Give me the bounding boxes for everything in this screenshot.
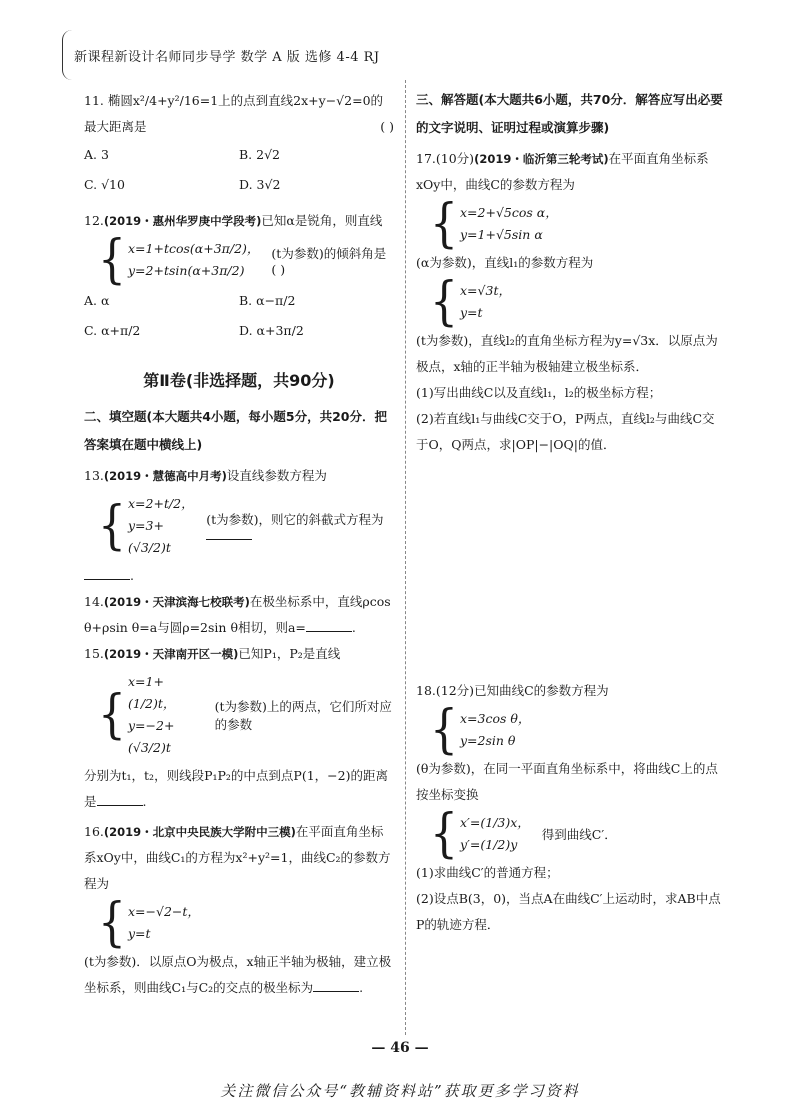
q13-answer-blank-cont[interactable] bbox=[84, 579, 130, 580]
q15-parametric-equation: { x=1+(1/2)t， y=−2+(√3/2)t (t为参数)上的两点，它们所对应的参数 bbox=[98, 674, 392, 755]
right-column bbox=[416, 86, 726, 938]
q15-answer-blank[interactable] bbox=[97, 805, 143, 806]
brace-symbol: { bbox=[430, 802, 458, 864]
q17-line-equation: { x=√3t， y=t bbox=[430, 270, 511, 332]
q17-score: (10分) bbox=[435, 151, 475, 166]
q11-option-a: A. 3 bbox=[84, 147, 109, 162]
q13-parametric-equation: { x=2+t/2， y=3+(√3/2)t (t为参数)，则它的斜截式方程为 bbox=[98, 494, 384, 556]
brace-symbol: { bbox=[430, 698, 458, 760]
q17-part-2: (2)若直线l₁与曲线C交于O，P两点，直线l₂与曲线C交于O，Q两点，求|OP|−|OQ|的值． bbox=[416, 411, 715, 452]
q12-option-d: D. α+3π/2 bbox=[239, 323, 304, 338]
brace-symbol: { bbox=[430, 192, 458, 254]
brace-symbol: { bbox=[98, 683, 126, 745]
q11-options bbox=[84, 140, 394, 200]
q11-stem: 11. 椭圆x²/4+y²/16=1上的点到直线2x+y−√2=0的最大距离是 ( ) bbox=[84, 88, 394, 140]
question-12: 12.(2019・惠州华罗庚中学段考)已知α是锐角，则直线 { x=1+tcos(α+3π/2)， y=2+tsin(α+3π/2) (t为参数)的倾斜角是 ( ) A. α B. α−π/2 C. α+π/2 D. α+3π/2 bbox=[84, 208, 394, 346]
q11-option-d: D. 3√2 bbox=[239, 177, 281, 192]
question-17: 17.(10分)(2019・临沂第三轮考试)在平面直角坐标系xOy中，曲线C的参数方程为 { x=2+√5cos α， y=1+√5sin α (α为参数)，直线l₁的参数方程为 { x=√3t， y=t (t为参数)，直线l₂的直角坐标方程为y=√3x．以原点为极点，x轴的正半轴为极轴建立极坐标系． (1)写出曲线C以及直线l₁，l₂的极坐标方程； (2)若直线l₁与曲线C交于O，P两点，直线l₂与曲线C交于O，Q两点，求|OP|−|OQ|的值． bbox=[416, 146, 726, 458]
brace-symbol: { bbox=[98, 228, 126, 290]
question-16: 16.(2019・北京中央民族大学附中三模)在平面直角坐标系xOy中，曲线C₁的方程为x²+y²=1，曲线C₂的参数方程为 { x=−√2−t， y=t (t为参数)．以原点O为极点，x轴正半轴为极轴，建立极坐标系，则曲线C₁与C₂的交点的极坐标为 . bbox=[84, 819, 394, 1001]
q11-option-c: C. √10 bbox=[84, 177, 125, 192]
left-column bbox=[84, 88, 394, 1001]
q11-answer-paren: ( ) bbox=[380, 119, 394, 134]
q12-parametric-equation: { x=1+tcos(α+3π/2)， y=2+tsin(α+3π/2) (t为参数)的倾斜角是 ( ) bbox=[98, 228, 387, 290]
q12-option-b: B. α−π/2 bbox=[239, 293, 296, 308]
question-14: 14.(2019・天津滨海七校联考)在极坐标系中，直线ρcos θ+ρsin θ=a与圆ρ=2sin θ相切，则a= . bbox=[84, 594, 391, 635]
q18-curve-equation: { x=3cos θ， y=2sin θ bbox=[430, 698, 531, 760]
q12-source: (2019・惠州华罗庚中学段考) bbox=[103, 214, 262, 228]
fill-in-section-title: 二、填空题(本大题共4小题，每小题5分，共20分．把答案填在题中横线上) bbox=[84, 409, 388, 452]
header-bracket bbox=[62, 30, 73, 80]
q12-option-a: A. α bbox=[84, 293, 110, 308]
question-13: 13.(2019・慧德高中月考)设直线参数方程为 { x=2+t/2， y=3+(√3/2)t (t为参数)，则它的斜截式方程为 . bbox=[84, 463, 394, 589]
q18-score: (12分) bbox=[435, 683, 475, 698]
brace-symbol: { bbox=[98, 891, 126, 953]
brace-symbol: { bbox=[98, 494, 126, 556]
q17-source: (2019・临沂第三轮考试) bbox=[474, 152, 609, 166]
q17-part-1: (1)写出曲线C以及直线l₁，l₂的极坐标方程； bbox=[416, 385, 662, 400]
brace-symbol: { bbox=[430, 270, 458, 332]
q14-source: (2019・天津滨海七校联考) bbox=[103, 595, 250, 609]
question-18: 18.(12分)已知曲线C的参数方程为 { x=3cos θ， y=2sin θ (θ为参数)，在同一平面直角坐标系中，将曲线C上的点按坐标变换 { x′=(1/3)x， y′=(1/2)y 得到曲线C′． (1)求曲线C′的普通方程； (2)设点B(3，0)，当点A在曲线C′上运动时，求AB中点P的轨迹方程． bbox=[416, 678, 726, 938]
page-number: — 46 — bbox=[371, 1040, 429, 1056]
answer-section-title: 三、解答题(本大题共6小题，共70分．解答应写出必要的文字说明、证明过程或演算步骤) bbox=[416, 92, 723, 135]
q18-part-1: (1)求曲线C′的普通方程； bbox=[416, 865, 559, 880]
section-2-title: 第Ⅱ卷(非选择题，共90分) bbox=[143, 371, 335, 390]
q15-source: (2019・天津南开区一模) bbox=[103, 647, 239, 661]
q16-parametric-equation: { x=−√2−t， y=t bbox=[98, 891, 200, 953]
q13-answer-blank[interactable] bbox=[206, 539, 252, 540]
q12-options bbox=[84, 286, 394, 346]
question-15: 15.(2019・天津南开区一模)已知P₁，P₂是直线 { x=1+(1/2)t， y=−2+(√3/2)t (t为参数)上的两点，它们所对应的参数 分别为t₁，t₂，则线段P₁P₂的中点到点P(1，−2)的距离是 . bbox=[84, 641, 394, 815]
q12-option-c: C. α+π/2 bbox=[84, 323, 141, 338]
page-header: 新课程新设计名师同步导学 数学 A 版 选修 4-4 RJ bbox=[74, 50, 380, 65]
question-11 bbox=[84, 88, 394, 200]
footer-watermark: 关注微信公众号“教辅资料站”获取更多学习资料 bbox=[220, 1082, 580, 1100]
q18-transform-equation: { x′=(1/3)x， y′=(1/2)y 得到曲线C′． bbox=[430, 802, 617, 864]
q16-answer-blank[interactable] bbox=[313, 991, 359, 992]
q18-part-2: (2)设点B(3，0)，当点A在曲线C′上运动时，求AB中点P的轨迹方程． bbox=[416, 891, 721, 932]
answer-space-q17 bbox=[416, 458, 726, 678]
q11-option-b: B. 2√2 bbox=[239, 147, 281, 162]
q14-answer-blank[interactable] bbox=[306, 631, 352, 632]
q17-curve-equation: { x=2+√5cos α， y=1+√5sin α bbox=[430, 192, 558, 254]
q16-source: (2019・北京中央民族大学附中三模) bbox=[103, 825, 296, 839]
column-divider bbox=[405, 80, 406, 1035]
q13-source: (2019・慧德高中月考) bbox=[103, 469, 227, 483]
